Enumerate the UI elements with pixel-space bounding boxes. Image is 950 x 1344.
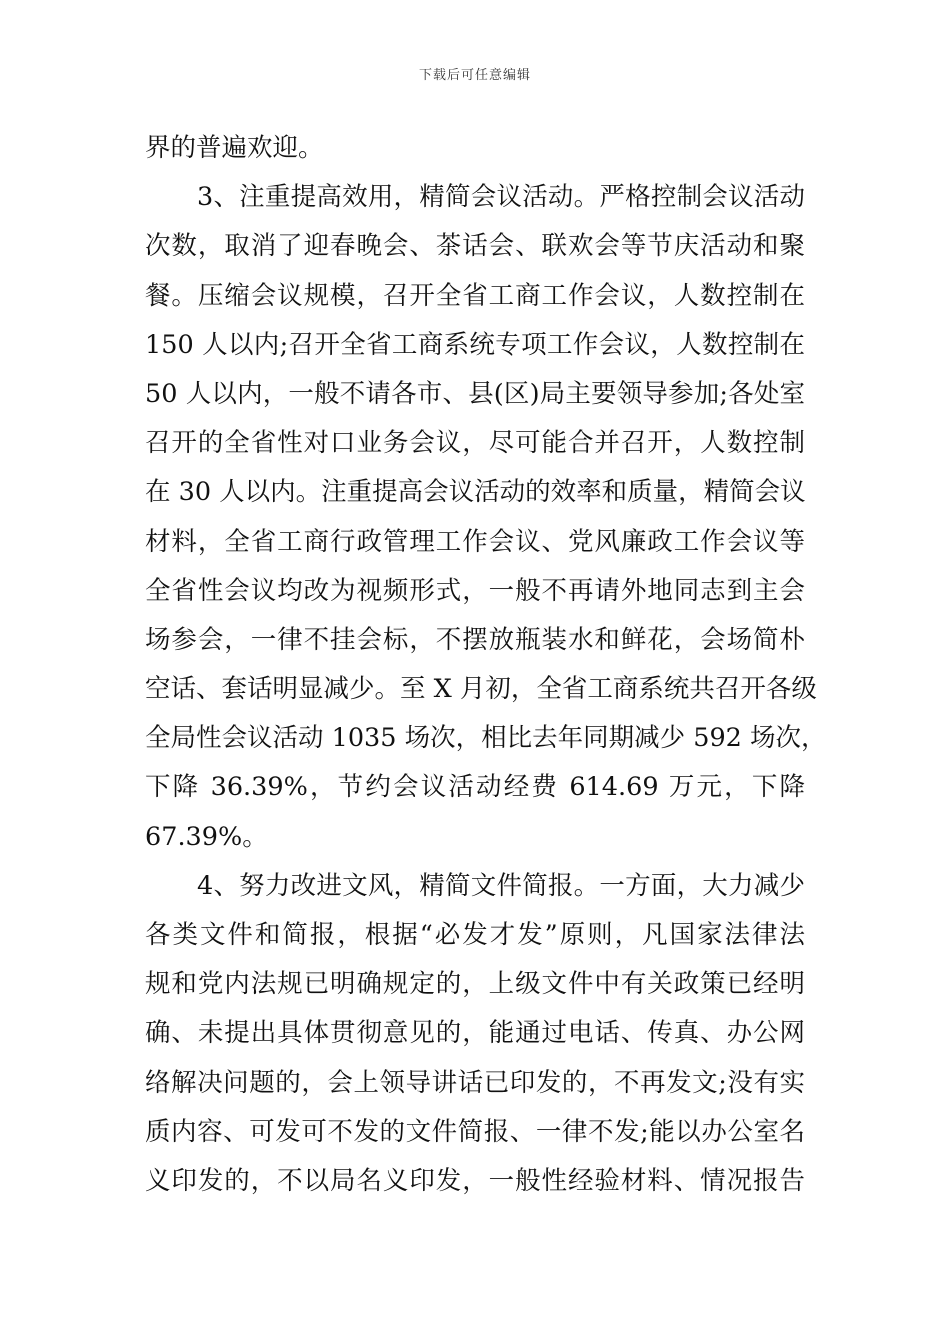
text-line: 50 人以内，一般不请各市、县(区)局主要领导参加;各处室 bbox=[145, 378, 805, 409]
text-line: 义印发的，不以局名义印发，一般性经验材料、情况报告 bbox=[145, 1165, 805, 1196]
text-line: 确、未提出具体贯彻意见的，能通过电话、传真、办公网 bbox=[145, 1018, 805, 1049]
text-line: 召开的全省性对口业务会议，尽可能合并召开，人数控制 bbox=[145, 428, 805, 459]
text-line: 150 人以内;召开全省工商系统专项工作会议，人数控制在 bbox=[145, 329, 805, 360]
text-line: 3、注重提高效用，精简会议活动。严格控制会议活动 bbox=[197, 182, 805, 213]
paragraph bbox=[145, 862, 805, 1206]
text-line: 质内容、可发可不发的文件简报、一律不发;能以办公室名 bbox=[145, 1116, 805, 1147]
document-body bbox=[145, 124, 827, 1206]
text-line: 餐。压缩会议规模，召开全省工商工作会议，人数控制在 bbox=[145, 280, 805, 311]
page-header: 下载后可任意编辑 bbox=[418, 68, 531, 83]
text-line: 场参会，一律不挂会标，不摆放瓶装水和鲜花，会场简朴 bbox=[145, 624, 805, 655]
text-line: 各类文件和简报，根据“必发才发”原则，凡国家法律法 bbox=[145, 920, 805, 950]
paragraph bbox=[145, 124, 805, 173]
text-line: 空话、套话明显减少。至 X 月初，全省工商系统共召开各级 bbox=[145, 674, 817, 705]
text-line: 在 30 人以内。注重提高会议活动的效率和质量，精简会议 bbox=[145, 477, 806, 508]
text-line: 下降 36.39%，节约会议活动经费 614.69 万元，下降 bbox=[145, 772, 805, 803]
text-line: 67.39%。 bbox=[145, 821, 268, 852]
text-line: 次数，取消了迎春晚会、茶话会、联欢会等节庆活动和聚 bbox=[145, 231, 805, 262]
text-line: 4、努力改进文风，精简文件简报。一方面，大力减少 bbox=[197, 870, 805, 901]
text-line: 络解决问题的，会上领导讲话已印发的，不再发文;没有实 bbox=[145, 1067, 805, 1098]
text-line: 全局性会议活动 1035 场次，相比去年同期减少 592 场次， bbox=[145, 723, 827, 754]
text-line: 规和党内法规已明确规定的，上级文件中有关政策已经明 bbox=[145, 969, 805, 1000]
text-line: 界的普遍欢迎。 bbox=[145, 133, 324, 163]
paragraph bbox=[145, 173, 827, 862]
text-line: 材料，全省工商行政管理工作会议、党风廉政工作会议等 bbox=[145, 526, 805, 557]
text-line: 全省性会议均改为视频形式，一般不再请外地同志到主会 bbox=[145, 575, 805, 606]
